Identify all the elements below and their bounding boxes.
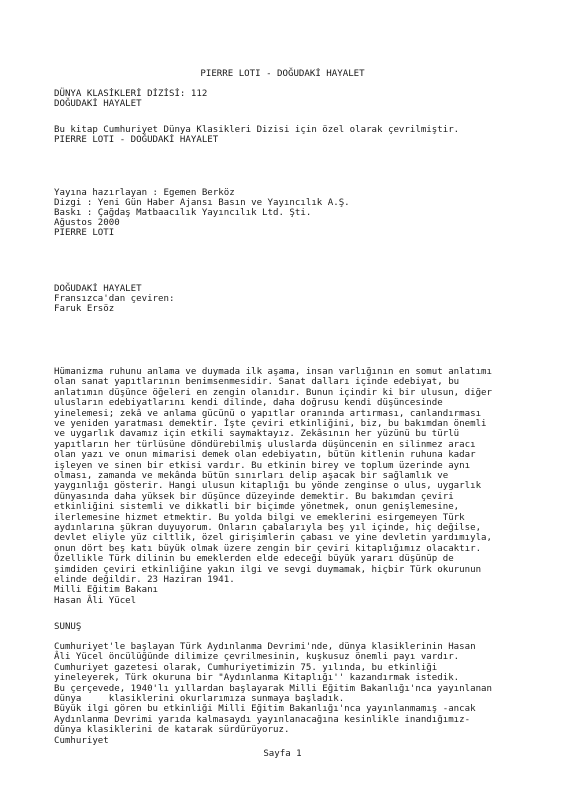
foreword-line: ve yeniden yaratması demektir. İşte çeviri etkinliğini, biz, bu bakımdan önemli	[54, 419, 487, 429]
publication-line: PIERRE LOTI	[54, 228, 115, 238]
sunus-line: yineleyerek, Türk okuruna bir "Aydınlanma Kitaplığı'' kazandırmak istedik.	[54, 673, 460, 684]
sunus-line: dünya klasiklerini okurlarımıza sunmaya başladık.	[54, 694, 345, 704]
translator-line: Faruk Ersöz	[54, 304, 115, 314]
foreword-line: aydınlarına şükran duyuyorum. Onların çabalarıyla beş yıl içinde, hiç değilse,	[54, 523, 482, 533]
foreword-line: şimdiden çeviri etkinliğine yakın ilgi ve sevgi duymamak, hiçbir Türk okurunun	[54, 564, 482, 575]
publication-line: Yayına hazırlayan : Egemen Berköz	[54, 188, 235, 198]
foreword-line: yapıtların her türlüsüne döndürebilmiş uluslarda düşüncenin en silinmez aracı	[54, 439, 476, 450]
publication-line: Dizgi : Yeni Gün Haber Ajansı Basın ve Yayıncılık A.Ş.	[54, 198, 350, 208]
foreword-line: ilerlemesine hizmet etmektir. Bu yolda bilgi ve emeklerini esirgemeyen Türk	[54, 512, 465, 523]
translator-line: Fransızca'dan çeviren:	[54, 294, 175, 304]
foreword-line: dünyasında daha yüksek bir düşünce düzeyinde demektir. Bu bakımdan çeviri	[54, 491, 454, 502]
foreword-line: olan sanat yapıtlarının benimsenmesidir. Sanat dalları içinde edebiyat, bu	[54, 377, 460, 388]
foreword-line: devlet eliyle yüz ciltlik, özel girişimlerin çabası ve yine devletin yardımıyla,	[54, 533, 492, 544]
page-header: PIERRE LOTI - DOĞUDAKİ HAYALET	[200, 69, 365, 79]
sunus-line: Cumhuriyet'le başlayan Türk Aydınlanma Devrimi'nde, dünya klasiklerinin Hasan	[54, 642, 476, 652]
sunus-line: Âli Yücel öncülüğünde dilimize çevrilmesinin, kuşkusuz önemli payı vardır.	[54, 652, 460, 663]
foreword-line: elinde değildir. 23 Haziran 1941.	[54, 575, 235, 585]
foreword-signature-title: Milli Eğitim Bakanı	[54, 585, 159, 596]
sunus-line: Aydınlanma Devrimi yarıda kalmasaydı yayınlanacağına kesinlikle inandığımız-	[54, 714, 471, 725]
foreword-line: ve uygarlık davamız için etkili saymaktayız. Zekâsının her yüzünü bu türlü	[54, 429, 460, 440]
note-line: PIERRE LOTI - DOĞUDAKİ HAYALET	[54, 135, 219, 145]
foreword-line: etkinliğini sistemli ve dikkatli bir biçimde yönetmek, onun genişlemesine,	[54, 502, 460, 513]
series-line: DÜNYA KLASİKLERİ DİZİSİ: 112	[54, 89, 208, 99]
foreword-line: anlatımın düşünce öğeleri en zengin olanıdır. Bunun içindir ki bir ulusun, diğer	[54, 387, 492, 398]
sunus-line: Cumhuriyet	[54, 735, 109, 746]
sunus-line: dünya klasiklerini de katarak sürdürüyoruz.	[54, 725, 290, 736]
foreword-line: yinelemesi; zekâ ve anlama gücünü o yapıtlar oranında artırması, canlandırması	[54, 408, 482, 419]
sunus-line: Bu çerçevede, 1940'lı yıllardan başlayarak Milli Eğitim Bakanlığı'nca yayınlanan	[54, 683, 492, 694]
translator-line: DOĞUDAKİ HAYALET	[54, 284, 142, 294]
foreword-line: işleyen ve sinen bir etkisi vardır. Bu etkinin birey ve toplum üzerinde aynı	[54, 460, 471, 471]
foreword-line: Hümanizma ruhunu anlama ve duymada ilk aşama, insan varlığının en somut anlatımı	[54, 367, 492, 377]
section-title: SUNUŞ	[54, 622, 82, 632]
foreword-signature-name: Hasan Âli Yücel	[54, 595, 137, 606]
note-line: Bu kitap Cumhuriyet Dünya Klasikleri Dizisi için özel olarak çevrilmiştir.	[54, 125, 460, 135]
foreword-line: yaygınlığı gösterir. Hangi ulusun kitaplığı bu yönde zenginse o ulus, uygarlık	[54, 481, 482, 492]
sunus-line: Büyük ilgi gören bu etkinliği Milli Eğitim Bakanlığı'nca yayınlanmamış -ancak	[54, 704, 476, 715]
foreword-line: Özellikle Türk dilinin bu emeklerden elde edeceği büyük yararı düşünüp de	[54, 554, 454, 565]
sunus-line: Cumhuriyet gazetesi olarak, Cumhuriyetimizin 75. yılında, bu etkinliği	[54, 662, 438, 673]
publication-line: Baskı : Çağdaş Matbaacılık Yayıncılık Ltd. Şti.	[54, 208, 312, 218]
series-line: DOĞUDAKİ HAYALET	[54, 99, 142, 109]
page-number: Sayfa 1	[263, 749, 302, 759]
foreword-line: olan yazı ve onun mimarisi demek olan edebiyatın, bütün kitlenin ruhuna kadar	[54, 450, 476, 461]
publication-line: Ağustos 2000	[54, 218, 120, 228]
foreword-line: ulusların edebiyatlarını kendi dilinde, daha doğrusu kendi düşüncesinde	[54, 398, 443, 409]
foreword-line: olması, zamanda ve mekânda bütün sınırları delip aşacak bir sağlamlık ve	[54, 471, 449, 481]
foreword-line: onun dört beş katı büyük olmak üzere zengin bir çeviri kitaplığımız olacaktır.	[54, 543, 482, 554]
